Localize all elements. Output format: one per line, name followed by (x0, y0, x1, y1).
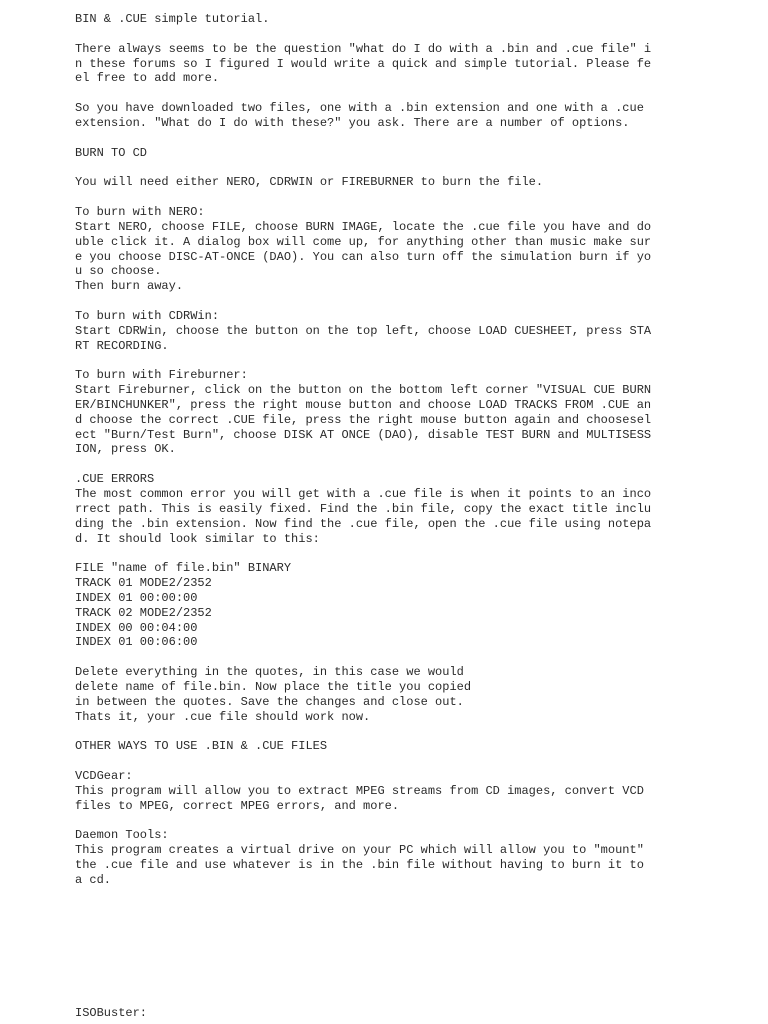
text-line: VCDGear: (75, 769, 133, 784)
text-line: You will need either NERO, CDRWIN or FIREBURNER to burn the file. (75, 175, 544, 190)
blank-line (75, 814, 695, 829)
blank-line (75, 131, 695, 146)
text-line: delete name of file.bin. Now place the title you copied (75, 679, 472, 694)
text-line: Then burn away. (75, 279, 184, 294)
text-line: To burn with NERO: (75, 204, 205, 219)
text-line: d. It should look similar to this: (75, 531, 320, 546)
text-line: Start CDRWin, choose the button on the top left, choose LOAD CUESHEET, press STA (75, 323, 652, 338)
text-line: OTHER WAYS TO USE .BIN & .CUE FILES (75, 739, 328, 754)
text-line: the .cue file and use whatever is in the .bin file without having to burn it to (75, 858, 644, 873)
text-line: INDEX 00 00:04:00 (75, 620, 198, 635)
text-line: ION, press OK. (75, 442, 176, 457)
blank-line (75, 725, 695, 740)
blank-line (75, 27, 695, 42)
text-line: Start Fireburner, click on the button on the bottom left corner "VISUAL CUE BURN (75, 383, 652, 398)
blank-line (75, 190, 695, 205)
text-line: el free to add more. (75, 71, 220, 86)
text-line: So you have downloaded two files, one with a .bin extension and one with a .cue (75, 101, 644, 116)
document-body (75, 12, 695, 888)
text-line: e you choose DISC-AT-ONCE (DAO). You can also turn off the simulation burn if yo (75, 249, 652, 264)
blank-line (75, 457, 695, 472)
blank-line (75, 754, 695, 769)
text-line: .CUE ERRORS (75, 472, 155, 487)
text-line: in between the quotes. Save the changes and close out. (75, 694, 464, 709)
text-line: INDEX 01 00:06:00 (75, 635, 198, 650)
blank-line (75, 353, 695, 368)
text-line: extension. "What do I do with these?" you ask. There are a number of options. (75, 115, 630, 130)
blank-line (75, 650, 695, 665)
text-line: d choose the correct .CUE file, press the right mouse button again and choosesel (75, 412, 652, 427)
text-line: ect "Burn/Test Burn", choose DISK AT ONCE (DAO), disable TEST BURN and MULTISESS (75, 427, 652, 442)
blank-line (75, 546, 695, 561)
text-line: rrect path. This is easily fixed. Find the .bin file, copy the exact title inclu (75, 501, 652, 516)
text-line: BURN TO CD (75, 145, 148, 160)
blank-line (75, 86, 695, 101)
text-line: BIN & .CUE simple tutorial. (75, 12, 270, 26)
text-line: ding the .bin extension. Now find the .cue file, open the .cue file using notepa (75, 516, 652, 531)
text-line: Thats it, your .cue file should work now. (75, 709, 371, 724)
text-line: To burn with CDRWin: (75, 308, 220, 323)
isobuster-heading: ISOBuster: (75, 1006, 148, 1020)
text-line: files to MPEG, correct MPEG errors, and more. (75, 798, 400, 813)
text-line: This program creates a virtual drive on your PC which will allow you to "mount" (75, 843, 644, 858)
blank-line (75, 294, 695, 309)
text-line: TRACK 01 MODE2/2352 (75, 576, 212, 591)
text-line: This program will allow you to extract MPEG streams from CD images, convert VCD (75, 783, 644, 798)
text-line: FILE "name of file.bin" BINARY (75, 561, 292, 576)
text-line: Daemon Tools: (75, 828, 169, 843)
text-line: To burn with Fireburner: (75, 368, 248, 383)
blank-line (75, 160, 695, 175)
text-line: There always seems to be the question "what do I do with a .bin and .cue file" i (75, 41, 652, 56)
text-line: a cd. (75, 872, 112, 887)
text-line: Start NERO, choose FILE, choose BURN IMAGE, locate the .cue file you have and do (75, 219, 652, 234)
text-line: uble click it. A dialog box will come up, for anything other than music make sur (75, 234, 652, 249)
text-line: Delete everything in the quotes, in this case we would (75, 665, 464, 680)
text-line: n these forums so I figured I would write a quick and simple tutorial. Please fe (75, 56, 652, 71)
text-line: TRACK 02 MODE2/2352 (75, 605, 212, 620)
text-line: u so choose. (75, 264, 162, 279)
text-line: RT RECORDING. (75, 338, 169, 353)
text-line: INDEX 01 00:00:00 (75, 590, 198, 605)
text-line: ER/BINCHUNKER", press the right mouse button and choose LOAD TRACKS FROM .CUE an (75, 397, 652, 412)
text-line: The most common error you will get with a .cue file is when it points to an inco (75, 487, 652, 501)
